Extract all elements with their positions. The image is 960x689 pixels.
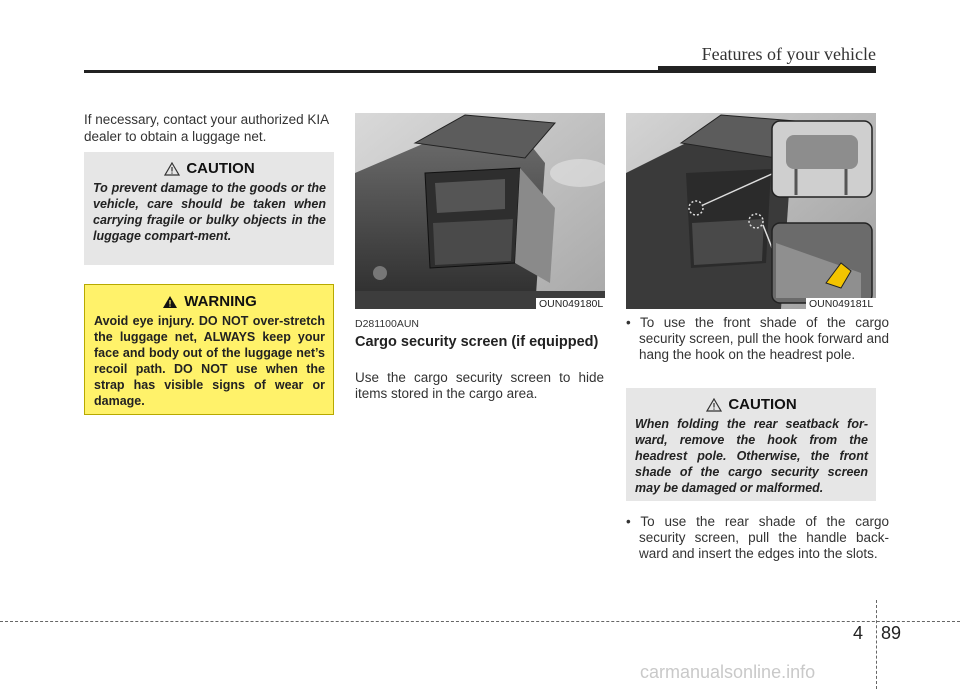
footer-rule [0, 621, 960, 622]
footer-divider [876, 600, 877, 689]
intro-paragraph: If necessary, contact your authorized KIA dealer to obtain a luggage net. [84, 112, 329, 144]
section-body: Use the cargo security screen to hide items stored in the cargo area. [355, 370, 604, 401]
page-number: 89 [881, 623, 902, 643]
header-rule-accent [658, 66, 876, 73]
bullet-rear-shade: • To use the rear shade of the cargo security screen, pull the handle back-ward and insert the edges into the slots. [626, 514, 889, 561]
section-code: D281100AUN [355, 318, 420, 330]
cargo-screen-hook-illustration [626, 113, 876, 309]
cargo-area-photo [355, 113, 605, 309]
photo-caption-left: OUN049180L [536, 298, 606, 310]
page-header-title: Features of your vehicle [701, 44, 876, 64]
chapter-number: 4 [853, 623, 864, 643]
warning-triangle-icon [706, 398, 722, 412]
caution-heading-text: CAUTION [186, 160, 255, 177]
warning-triangle-icon [162, 295, 178, 309]
vehicle-open-tailgate-illustration [355, 113, 605, 309]
warning-box [84, 284, 334, 415]
caution-box-right [626, 388, 876, 501]
section-title: Cargo security screen (if equipped) [355, 334, 599, 350]
caution-text: To prevent damage to the goods or the vehicle, care should be taken when carrying fragile or bulky objects in the luggage compart-ment. [93, 181, 326, 243]
watermark-text: carmanualsonline.info [640, 662, 816, 682]
photo-caption-right: OUN049181L [806, 298, 876, 310]
bullet-front-shade: • To use the front shade of the cargo security screen, pull the hook forward and hang the hook on the headrest pole. [626, 315, 889, 362]
warning-heading [94, 293, 325, 310]
caution-box-left [84, 152, 334, 265]
warning-heading-text: WARNING [184, 293, 257, 310]
caution-heading-text: CAUTION [728, 396, 797, 413]
cargo-screen-hook-photo [626, 113, 876, 309]
warning-text: Avoid eye injury. DO NOT over-stretch the luggage net, ALWAYS keep your face and body out of the luggage net’s recoil path. DO NOT use when the strap has visible signs of wear or damage. [94, 314, 325, 408]
caution-heading [93, 160, 326, 177]
caution-heading [635, 396, 868, 413]
caution-text: When folding the rear seatback for-ward, remove the hook from the headrest pole. Otherwise, the front shade of the cargo security screen may be damaged or malformed. [635, 417, 868, 495]
warning-triangle-icon [164, 162, 180, 176]
